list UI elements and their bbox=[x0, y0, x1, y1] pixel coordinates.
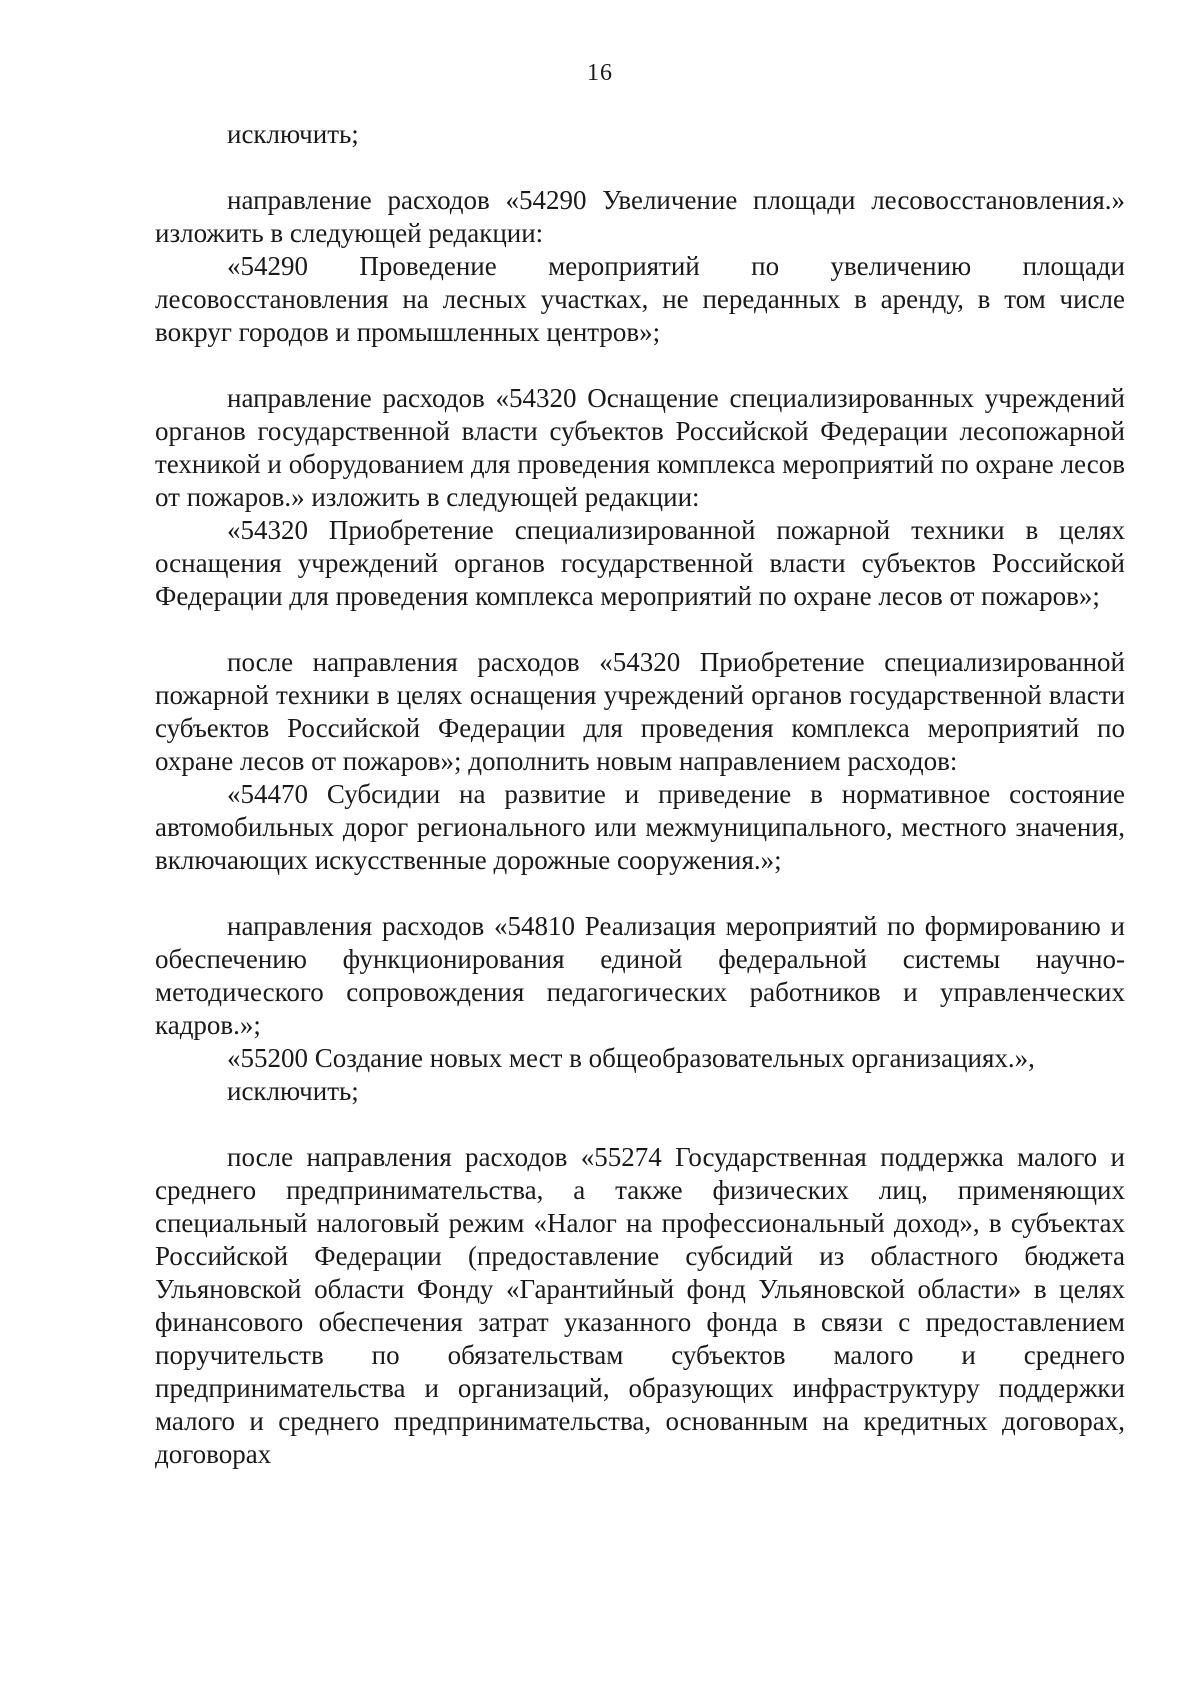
paragraph-54320-new-text: «54320 Приобретение специализированной пожарной техники в целях оснащения учреждений органов государственной власти субъектов Российской Федерации для проведения комплекса мероприятий по охране лесов от пожаров»; bbox=[155, 515, 1125, 611]
paragraph-55274: после направления расходов «55274 Государственная поддержка малого и среднего предпринимательства, а также физических лиц, применяющих специальный налоговый режим «Налог на профессиональный доход», в субъектах Российской Федерации (предоставление субсидий из областного бюджета Ульяновской области Фонду «Гарантийный фонд Ульяновской области» в целях финансового обеспечения затрат указанного фонда в связи с предоставлением поручительств по обязательствам субъектов малого и среднего предпринимательства и организаций, образующих инфраструктуру поддержки малого и среднего предпринимательства, основанным на кредитных договорах, договорах bbox=[155, 1142, 1125, 1469]
paragraph-exclude-1: исключить; bbox=[227, 119, 359, 149]
paragraph-54810: направления расходов «54810 Реализация мероприятий по формированию и обеспечению функционирования единой федеральной системы научно-методического сопровождения педагогических работников и управленческих кадров.»; bbox=[155, 911, 1125, 1040]
paragraph-54470-add: после направления расходов «54320 Приобретение специализированной пожарной техники в целях оснащения учреждений органов государственной власти субъектов Российской Федерации для проведения комплекса мероприятий по охране лесов от пожаров»; дополнить новым направлением расходов: bbox=[155, 647, 1125, 776]
paragraph-54290-amend: направление расходов «54290 Увеличение площади лесовосстановления.» изложить в следующей редакции: bbox=[155, 185, 1125, 248]
paragraph-54290-new-text: «54290 Проведение мероприятий по увеличению площади лесовосстановления на лесных участках, не переданных в аренду, в том числе вокруг городов и промышленных центров»; bbox=[155, 251, 1125, 347]
paragraph-exclude-2: исключить; bbox=[227, 1076, 359, 1106]
paragraph-54470-text: «54470 Субсидии на развитие и приведение в нормативное состояние автомобильных дорог регионального или межмуниципального, местного значения, включающих искусственные дорожные сооружения.»; bbox=[155, 779, 1125, 875]
paragraph-54320-amend: направление расходов «54320 Оснащение специализированных учреждений органов государственной власти субъектов Российской Федерации лесопожарной техникой и оборудованием для проведения комплекса мероприятий по охране лесов от пожаров.» изложить в следующей редакции: bbox=[155, 383, 1125, 512]
document-body bbox=[155, 118, 1125, 1471]
paragraph-55200: «55200 Создание новых мест в общеобразовательных организациях.», bbox=[227, 1043, 1035, 1073]
page-number: 16 bbox=[587, 60, 613, 86]
